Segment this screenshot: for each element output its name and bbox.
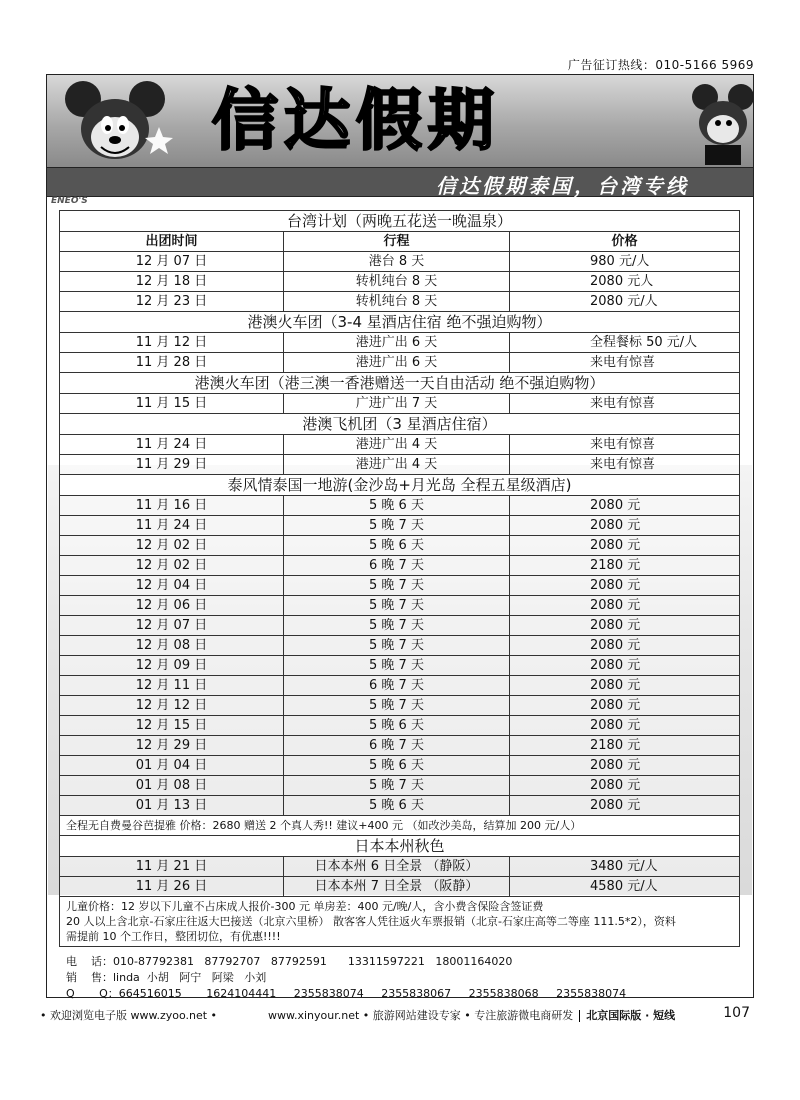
price: 全程餐标 50 元/人 xyxy=(510,333,740,353)
departure-date: 12 月 07 日 xyxy=(60,616,284,636)
departure-date: 12 月 09 日 xyxy=(60,656,284,676)
column-header: 出团时间 xyxy=(60,232,284,252)
cartoon-mouse-icon xyxy=(55,77,175,165)
footer-middle-text: www.xinyour.net • 旅游网站建设专家 • 专注旅游微电商研发 xyxy=(268,1009,574,1022)
departure-date: 12 月 29 日 xyxy=(60,736,284,756)
itinerary: 5 晚 6 天 xyxy=(284,496,510,516)
section-title-row xyxy=(60,312,740,333)
departure-date: 11 月 28 日 xyxy=(60,353,284,373)
price: 3480 元/人 xyxy=(510,857,740,877)
itinerary: 港进广出 6 天 xyxy=(284,333,510,353)
departure-date: 12 月 23 日 xyxy=(60,292,284,312)
itinerary: 5 晚 7 天 xyxy=(284,576,510,596)
table-row xyxy=(60,756,740,776)
subtitle-text: 信达假期泰国，台湾专线 xyxy=(436,174,689,198)
itinerary: 日本本州 7 日全景 （阪静） xyxy=(284,877,510,897)
itinerary: 5 晚 7 天 xyxy=(284,636,510,656)
departure-date: 11 月 21 日 xyxy=(60,857,284,877)
price: 2080 元 xyxy=(510,616,740,636)
table-row xyxy=(60,576,740,596)
departure-date: 12 月 06 日 xyxy=(60,596,284,616)
departure-date: 01 月 04 日 xyxy=(60,756,284,776)
itinerary: 转机纯台 8 天 xyxy=(284,292,510,312)
departure-date: 11 月 24 日 xyxy=(60,516,284,536)
price: 来电有惊喜 xyxy=(510,394,740,414)
departure-date: 12 月 02 日 xyxy=(60,556,284,576)
price: 2080 元 xyxy=(510,796,740,816)
table-row xyxy=(60,272,740,292)
departure-date: 11 月 26 日 xyxy=(60,877,284,897)
itinerary: 日本本州 6 日全景 （静阪） xyxy=(284,857,510,877)
itinerary: 5 晚 7 天 xyxy=(284,516,510,536)
itinerary: 6 晚 7 天 xyxy=(284,556,510,576)
itinerary: 5 晚 7 天 xyxy=(284,616,510,636)
section-title: 日本本州秋色 xyxy=(60,836,740,857)
itinerary: 5 晚 7 天 xyxy=(284,656,510,676)
section-title: 台湾计划（两晚五花送一晚温泉） xyxy=(60,211,740,232)
itinerary: 6 晚 7 天 xyxy=(284,676,510,696)
agency-title: 信达假期 xyxy=(212,82,500,159)
departure-date: 12 月 07 日 xyxy=(60,252,284,272)
itinerary: 广进广出 7 天 xyxy=(284,394,510,414)
price: 2080 元/人 xyxy=(510,292,740,312)
price: 2080 元 xyxy=(510,716,740,736)
price: 2080 元 xyxy=(510,536,740,556)
price: 2080 元 xyxy=(510,756,740,776)
price: 来电有惊喜 xyxy=(510,455,740,475)
table-header-row xyxy=(60,232,740,252)
price: 2180 元 xyxy=(510,556,740,576)
table-row xyxy=(60,394,740,414)
departure-date: 12 月 18 日 xyxy=(60,272,284,292)
price: 2080 元 xyxy=(510,776,740,796)
info-line: 20 人以上含北京-石家庄往返大巴接送（北京六里桥） 散客客人凭往返火车票报销（北京-石家庄高等二等座 111.5*2），资料 xyxy=(66,915,676,928)
departure-date: 12 月 15 日 xyxy=(60,716,284,736)
info-line: 儿童价格：12 岁以下儿童不占床成人报价-300 元 单房差：400 元/晚/人，含小费含保险含签证费 xyxy=(66,900,544,913)
price: 2080 元 xyxy=(510,496,740,516)
section-title: 港澳火车团（3-4 星酒店住宿 绝不强迫购物） xyxy=(60,312,740,333)
price: 2080 元 xyxy=(510,676,740,696)
section-title-row xyxy=(60,475,740,496)
departure-date: 11 月 24 日 xyxy=(60,435,284,455)
itinerary: 5 晚 6 天 xyxy=(284,716,510,736)
price: 2080 元 xyxy=(510,636,740,656)
departure-date: 11 月 12 日 xyxy=(60,333,284,353)
table-row xyxy=(60,556,740,576)
departure-date: 12 月 02 日 xyxy=(60,536,284,556)
section-title-row xyxy=(60,373,740,394)
contact-phone: 电 话：010-87792381 87792707 87792591 13311597221 18001164020 xyxy=(66,955,513,968)
table-row xyxy=(60,776,740,796)
itinerary: 港进广出 4 天 xyxy=(284,435,510,455)
itinerary: 6 晚 7 天 xyxy=(284,736,510,756)
departure-date: 01 月 08 日 xyxy=(60,776,284,796)
price: 2080 元 xyxy=(510,656,740,676)
departure-date: 12 月 04 日 xyxy=(60,576,284,596)
departure-date: 12 月 12 日 xyxy=(60,696,284,716)
itinerary: 港进广出 6 天 xyxy=(284,353,510,373)
price: 2080 元人 xyxy=(510,272,740,292)
itinerary: 5 晚 7 天 xyxy=(284,696,510,716)
table-row xyxy=(60,676,740,696)
price: 2080 元 xyxy=(510,576,740,596)
itinerary: 港进广出 4 天 xyxy=(284,455,510,475)
tour-price-table xyxy=(59,210,740,947)
column-header: 价格 xyxy=(510,232,740,252)
table-row xyxy=(60,636,740,656)
contact-info xyxy=(66,954,626,1002)
price: 4580 元/人 xyxy=(510,877,740,897)
table-row xyxy=(60,536,740,556)
info-row xyxy=(60,897,740,947)
table-row xyxy=(60,716,740,736)
price: 2080 元 xyxy=(510,516,740,536)
footer-section: 北京国际版 · 短线 xyxy=(586,1009,676,1022)
section-title: 港澳火车团（港三澳一香港赠送一天自由活动 绝不强迫购物） xyxy=(60,373,740,394)
itinerary: 5 晚 6 天 xyxy=(284,756,510,776)
table-row xyxy=(60,292,740,312)
departure-date: 01 月 13 日 xyxy=(60,796,284,816)
footer-middle xyxy=(268,1007,675,1023)
price: 2080 元 xyxy=(510,696,740,716)
subtitle-banner xyxy=(47,167,753,197)
column-header: 行程 xyxy=(284,232,510,252)
itinerary: 港台 8 天 xyxy=(284,252,510,272)
table-row xyxy=(60,333,740,353)
info-line: 需提前 10 个工作日，整团切位，有优惠!!!! xyxy=(66,930,281,943)
price: 2080 元 xyxy=(510,596,740,616)
table-row xyxy=(60,496,740,516)
info-cell xyxy=(60,897,740,947)
departure-date: 11 月 15 日 xyxy=(60,394,284,414)
contact-qq: Q Q：664516015 1624104441 2355838074 2355838067 2355838068 2355838074 xyxy=(66,987,627,1000)
price: 来电有惊喜 xyxy=(510,353,740,373)
table-row xyxy=(60,616,740,636)
departure-date: 11 月 29 日 xyxy=(60,455,284,475)
table-row xyxy=(60,877,740,897)
price: 2180 元 xyxy=(510,736,740,756)
section-note: 全程无自费曼谷芭提雅 价格：2680 赠送 2 个真人秀!! 建议+400 元 （如改沙美岛，结算加 200 元/人） xyxy=(60,816,740,836)
table-row xyxy=(60,857,740,877)
contact-sales: 销 售：linda 小胡 阿宁 阿梁 小刘 xyxy=(66,971,267,984)
ad-hotline: 广告征订热线：010-5166 5969 xyxy=(567,58,754,72)
table-row xyxy=(60,353,740,373)
header-banner xyxy=(47,75,753,167)
departure-date: 12 月 11 日 xyxy=(60,676,284,696)
table-row xyxy=(60,796,740,816)
section-title: 泰风情泰国一地游(金沙岛+月光岛 全程五星级酒店) xyxy=(60,475,740,496)
section-title-row xyxy=(60,836,740,857)
itinerary: 5 晚 7 天 xyxy=(284,776,510,796)
itinerary: 5 晚 6 天 xyxy=(284,796,510,816)
price: 980 元/人 xyxy=(510,252,740,272)
price: 来电有惊喜 xyxy=(510,435,740,455)
table-row xyxy=(60,656,740,676)
itinerary: 5 晚 7 天 xyxy=(284,596,510,616)
departure-date: 12 月 08 日 xyxy=(60,636,284,656)
table-row xyxy=(60,696,740,716)
section-title-row xyxy=(60,414,740,435)
table-row xyxy=(60,516,740,536)
table-row xyxy=(60,455,740,475)
table-row xyxy=(60,596,740,616)
itinerary: 5 晚 6 天 xyxy=(284,536,510,556)
footer-divider xyxy=(579,1010,580,1022)
table-row xyxy=(60,435,740,455)
section-note-row xyxy=(60,816,740,836)
table-row xyxy=(60,736,740,756)
section-title-row xyxy=(60,211,740,232)
cartoon-mouse-icon xyxy=(683,81,753,165)
small-logo: ENEO'S xyxy=(51,196,88,206)
itinerary: 转机纯台 8 天 xyxy=(284,272,510,292)
section-title: 港澳飞机团（3 星酒店住宿） xyxy=(60,414,740,435)
page-number: 107 xyxy=(723,1005,750,1021)
footer-left-text: • 欢迎浏览电子版 www.zyoo.net • xyxy=(40,1009,218,1022)
departure-date: 11 月 16 日 xyxy=(60,496,284,516)
table-row xyxy=(60,252,740,272)
